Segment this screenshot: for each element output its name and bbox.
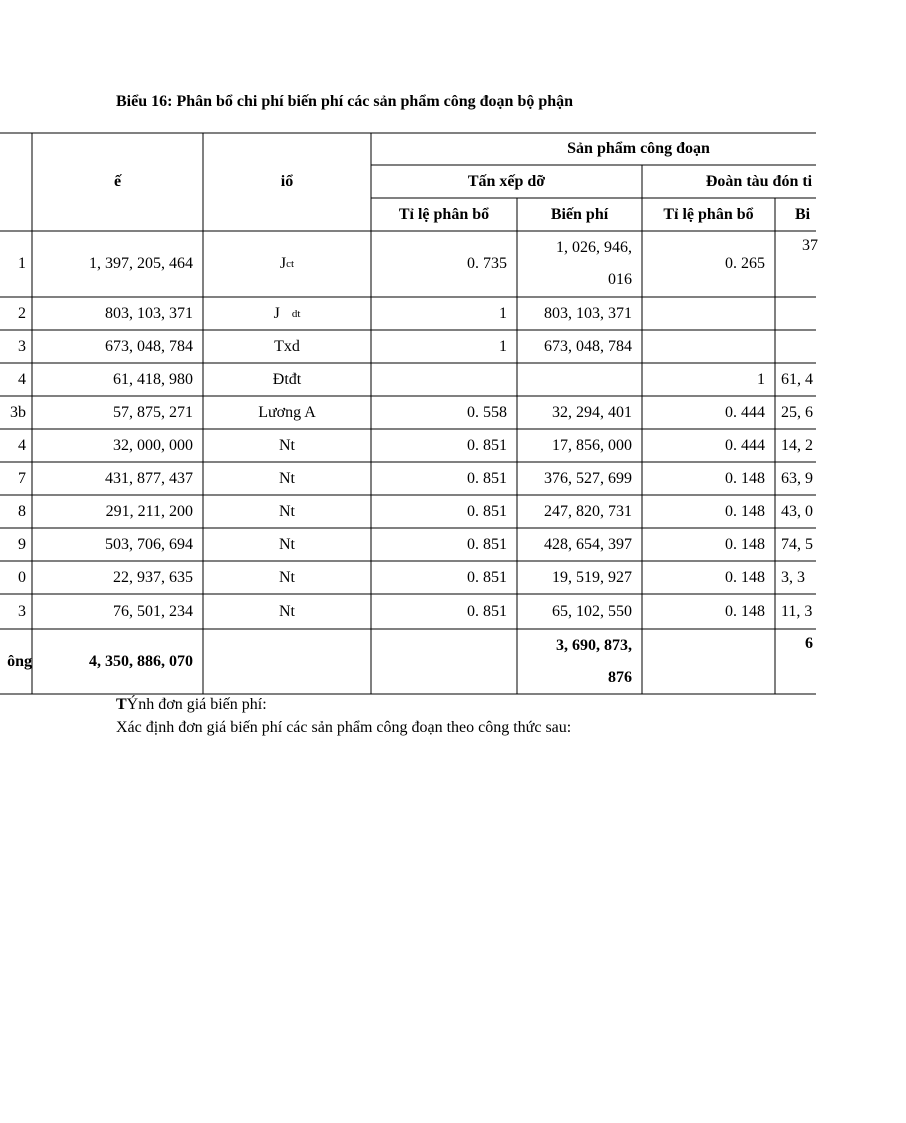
total-cost-xepdo-part: 876 bbox=[608, 668, 632, 686]
row-id: 7 bbox=[18, 469, 26, 487]
row-basis-text: Nt bbox=[279, 602, 295, 620]
row-ratio-doantau: 0. 444 bbox=[725, 436, 765, 454]
row-basis-subscript: dt bbox=[291, 307, 301, 320]
total-cost-xepdo-part: 3, 690, 873, bbox=[556, 636, 632, 654]
row-cost-doantau bbox=[775, 297, 816, 330]
row-basis bbox=[203, 462, 371, 495]
row-ratio-xepdo: 1 bbox=[499, 337, 507, 355]
row-ratio-doantau: 0. 148 bbox=[725, 535, 765, 553]
row-ratio-doantau: 0. 148 bbox=[725, 568, 765, 586]
row-cost-doantau: 14, 2 bbox=[781, 436, 813, 454]
row-ratio-doantau: 1 bbox=[757, 370, 765, 388]
row-ratio-xepdo: 0. 558 bbox=[467, 403, 507, 421]
row-cost-xepdo: 32, 294, 401 bbox=[552, 403, 632, 421]
row-ratio-xepdo: 0. 851 bbox=[467, 502, 507, 520]
row-basis-text: J bbox=[279, 255, 287, 272]
row-amount: 673, 048, 784 bbox=[105, 337, 193, 355]
row-basis-text: Nt bbox=[279, 568, 295, 586]
row-cost-doantau bbox=[775, 330, 816, 363]
row-amount: 32, 000, 000 bbox=[113, 436, 193, 454]
row-basis-subscript: ct bbox=[286, 258, 295, 270]
row-id: 3 bbox=[18, 337, 26, 355]
row-ratio-xepdo: 0. 851 bbox=[467, 535, 507, 553]
total-amount: 4, 350, 886, 070 bbox=[89, 652, 193, 670]
row-ratio-xepdo: 0. 851 bbox=[467, 602, 507, 620]
header-sub-xepdo: Tấn xếp dỡ bbox=[467, 172, 546, 190]
row-amount: 291, 211, 200 bbox=[105, 502, 193, 520]
row-cost-xepdo bbox=[517, 363, 642, 396]
row-amount: 1, 397, 205, 464 bbox=[89, 255, 193, 272]
total-cost-xepdo-wrapped bbox=[556, 630, 632, 694]
row-basis bbox=[203, 330, 371, 363]
row-basis-text: Nt bbox=[279, 502, 295, 520]
row-ratio-doantau: 0. 148 bbox=[725, 469, 765, 487]
row-id: 8 bbox=[18, 502, 26, 520]
row-amount: 76, 501, 234 bbox=[113, 602, 193, 620]
header-cost-1: Biến phí bbox=[550, 205, 609, 223]
row-ratio-doantau bbox=[642, 330, 775, 363]
row-basis bbox=[203, 396, 371, 429]
header-group: Sản phẩm công đoạn bbox=[567, 140, 710, 157]
row-ratio-xepdo bbox=[371, 363, 517, 396]
header-sub-doantau: Đoàn tàu đón ti bbox=[705, 172, 813, 190]
row-amount: 57, 875, 271 bbox=[113, 403, 193, 421]
row-basis bbox=[203, 528, 371, 561]
row-cost-xepdo-part: 016 bbox=[608, 271, 632, 288]
row-cost-xepdo: 428, 654, 397 bbox=[544, 535, 632, 553]
row-basis bbox=[203, 363, 371, 396]
row-id: 1 bbox=[18, 255, 26, 272]
header-amount: ế bbox=[113, 173, 122, 190]
row-cost-xepdo: 247, 820, 731 bbox=[544, 502, 632, 520]
row-basis bbox=[203, 495, 371, 528]
note-line-2: Xác định đơn giá biến phí các sản phẩm công đoạn theo công thức sau: bbox=[116, 719, 572, 736]
row-ratio-xepdo: 0. 851 bbox=[467, 469, 507, 487]
total-cost-xepdo bbox=[517, 629, 642, 694]
total-label: ông bbox=[7, 652, 32, 670]
row-cost-doantau: 11, 3 bbox=[781, 602, 813, 620]
note-line-1: TÝnh đơn giá biến phí: bbox=[116, 696, 267, 713]
header-ratio-2: Tỉ lệ phân bổ bbox=[663, 205, 754, 223]
page-title: Biểu 16: Phân bổ chi phí biến phí các sản phẩm công đoạn bộ phận bbox=[116, 93, 574, 110]
header-cost-2: Bi bbox=[795, 205, 811, 223]
row-ratio-doantau: 0. 444 bbox=[725, 403, 765, 421]
row-cost-doantau: 37 bbox=[802, 237, 818, 254]
row-cost-xepdo: 19, 519, 927 bbox=[552, 568, 632, 586]
row-cost-doantau: 61, 4 bbox=[781, 370, 813, 388]
row-cost-xepdo: 803, 103, 371 bbox=[544, 304, 632, 322]
row-basis bbox=[203, 429, 371, 462]
row-cost-xepdo-part: 1, 026, 946, bbox=[556, 239, 632, 256]
row-basis-text: Lương A bbox=[258, 403, 316, 421]
row-ratio-doantau bbox=[642, 297, 775, 330]
row-cost-xepdo-wrapped bbox=[556, 232, 632, 296]
row-cost-doantau: 43, 0 bbox=[781, 502, 813, 520]
row-cost-doantau: 63, 9 bbox=[781, 469, 813, 487]
row-id: 3 bbox=[18, 602, 26, 620]
row-ratio-doantau: 0. 148 bbox=[725, 502, 765, 520]
row-basis bbox=[203, 297, 371, 330]
row-ratio-doantau: 0. 265 bbox=[725, 255, 765, 272]
row-basis bbox=[203, 594, 371, 629]
row-ratio-doantau: 0. 148 bbox=[725, 602, 765, 620]
row-amount: 803, 103, 371 bbox=[105, 304, 193, 322]
row-ratio-xepdo: 0. 851 bbox=[467, 568, 507, 586]
row-id: 0 bbox=[18, 568, 26, 586]
row-basis-text: Txd bbox=[274, 337, 300, 355]
row-id: 3b bbox=[10, 403, 26, 421]
row-basis-text: Nt bbox=[279, 469, 295, 487]
total-cost-doantau: 6 bbox=[805, 635, 813, 652]
row-amount: 431, 877, 437 bbox=[105, 469, 193, 487]
row-cost-xepdo: 65, 102, 550 bbox=[552, 602, 632, 620]
row-id: 9 bbox=[18, 535, 26, 553]
row-basis-text: Đtđt bbox=[272, 370, 302, 388]
row-basis-text: Nt bbox=[279, 436, 295, 454]
row-ratio-xepdo: 0. 735 bbox=[467, 255, 507, 272]
header-basis: iổ bbox=[280, 173, 294, 190]
row-basis-text: Nt bbox=[279, 535, 295, 553]
row-cost-doantau: 25, 6 bbox=[781, 403, 813, 421]
row-cost-xepdo: 376, 527, 699 bbox=[544, 469, 632, 487]
row-amount: 22, 937, 635 bbox=[113, 568, 193, 586]
row-ratio-xepdo: 1 bbox=[499, 304, 507, 322]
row-id: 4 bbox=[18, 370, 26, 388]
row-amount: 61, 418, 980 bbox=[113, 370, 193, 388]
row-cost-xepdo: 17, 856, 000 bbox=[552, 436, 632, 454]
row-cost-doantau: 3, 3 bbox=[781, 568, 805, 586]
row-id: 4 bbox=[18, 436, 26, 454]
row-cost-xepdo: 673, 048, 784 bbox=[544, 337, 632, 355]
row-id: 2 bbox=[18, 304, 26, 322]
header-ratio-1: Tỉ lệ phân bổ bbox=[398, 205, 490, 223]
row-basis-text: J bbox=[273, 304, 280, 322]
row-basis bbox=[203, 561, 371, 594]
row-ratio-xepdo: 0. 851 bbox=[467, 436, 507, 454]
row-cost-doantau: 74, 5 bbox=[781, 535, 813, 553]
row-amount: 503, 706, 694 bbox=[105, 535, 193, 553]
row-cost-xepdo bbox=[517, 231, 642, 297]
row-basis bbox=[203, 231, 371, 297]
